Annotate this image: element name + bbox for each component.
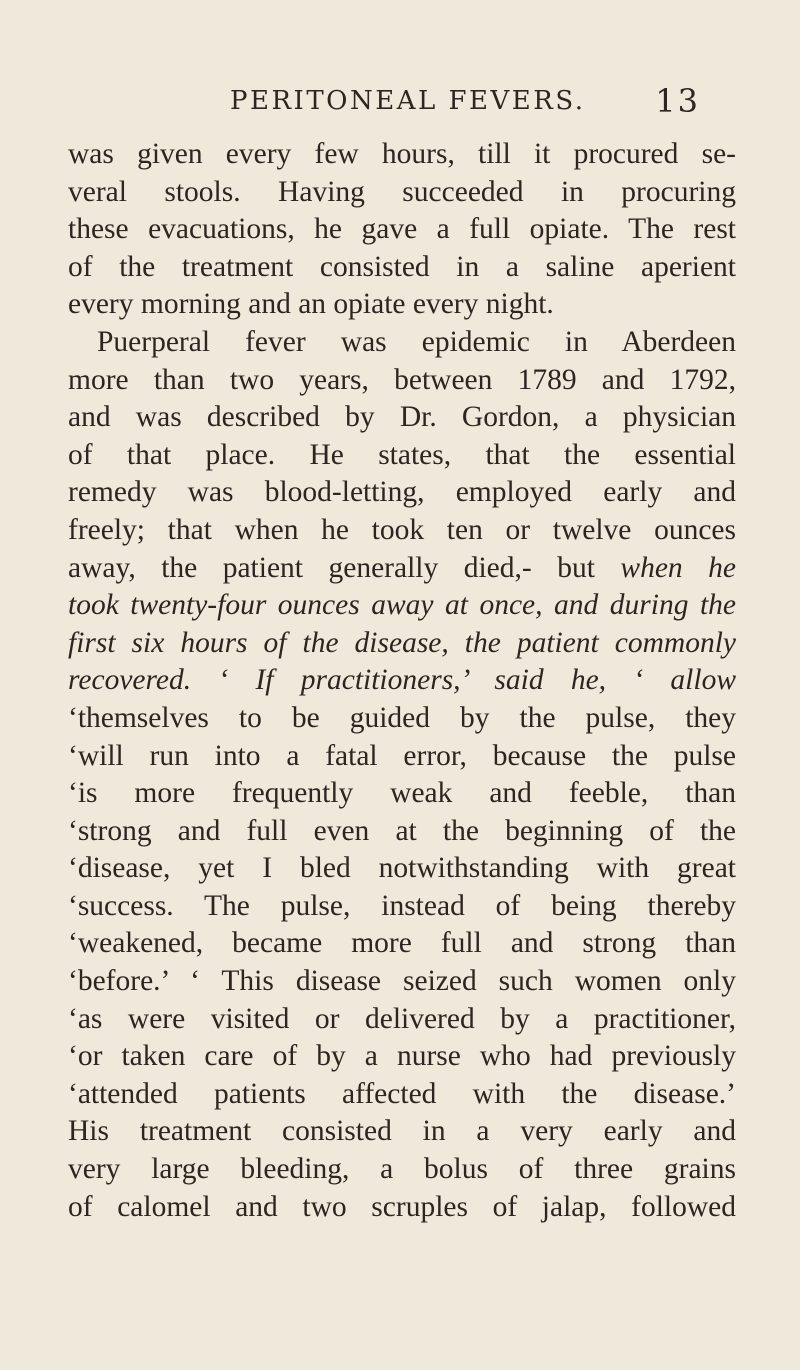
text-line: veral stools. Having succeeded in procuring <box>68 175 736 208</box>
text-fragment: away, the patient generally died,- but <box>68 551 595 584</box>
text-line: was given every few hours, till it procured se- <box>68 138 736 170</box>
italic-fragment: recovered. ‘ If practitioners,’ said he, ‘ allow <box>68 664 736 697</box>
page-number: 13 <box>655 82 700 120</box>
text-line: of the treatment consisted in a saline aperient <box>68 250 736 283</box>
text-line: remedy was blood-letting, employed early and <box>68 476 736 509</box>
text-line: and was described by Dr. Gordon, a physician <box>68 401 736 434</box>
italic-fragment: first six hours of the disease, the patient commonly <box>68 626 736 659</box>
text-line: ‘success. The pulse, instead of being thereby <box>68 889 736 922</box>
text-line: very large bleeding, a bolus of three grains <box>68 1153 736 1186</box>
text-line-mixed <box>68 662 736 700</box>
text-line: ‘strong and full even at the beginning of the <box>68 814 736 847</box>
text-line-italic <box>68 587 736 625</box>
text-line: ‘or taken care of by a nurse who had previously <box>68 1040 736 1073</box>
running-title: PERITONEAL FEVERS. <box>230 86 586 116</box>
text-line: ‘attended patients affected with the disease.’ <box>68 1077 736 1110</box>
text-line: ‘themselves to be guided by the pulse, they <box>68 701 736 734</box>
text-line: ‘is more frequently weak and feeble, than <box>68 777 736 810</box>
text-line: freely; that when he took ten or twelve ounces <box>68 513 736 546</box>
text-line: ‘will run into a fatal error, because the pulse <box>68 739 736 772</box>
italic-fragment: took twenty-four ounces away at once, and during the <box>68 589 736 622</box>
body-text <box>68 136 736 1226</box>
text-line: Puerperal fever was epidemic in Aberdeen <box>97 325 736 358</box>
text-line: more than two years, between 1789 and 1792, <box>68 363 736 396</box>
text-line: these evacuations, he gave a full opiate. The rest <box>68 213 736 246</box>
text-line: of calomel and two scruples of jalap, followed <box>68 1190 736 1223</box>
italic-fragment: when he <box>620 551 736 584</box>
text-line: of that place. He states, that the essential <box>68 438 736 471</box>
text-line-italic <box>68 625 736 663</box>
text-line: His treatment consisted in a very early and <box>68 1115 736 1148</box>
text-line: ‘weakened, became more full and strong than <box>68 927 736 960</box>
text-line: ‘as were visited or delivered by a practitioner, <box>68 1002 736 1035</box>
running-header <box>230 82 700 126</box>
text-line: ‘before.’ ‘ This disease seized such women only <box>68 965 736 998</box>
text-line-mixed <box>68 550 736 588</box>
text-line: every morning and an opiate every night. <box>68 288 554 321</box>
text-line: ‘disease, yet I bled notwithstanding with great <box>68 852 736 885</box>
